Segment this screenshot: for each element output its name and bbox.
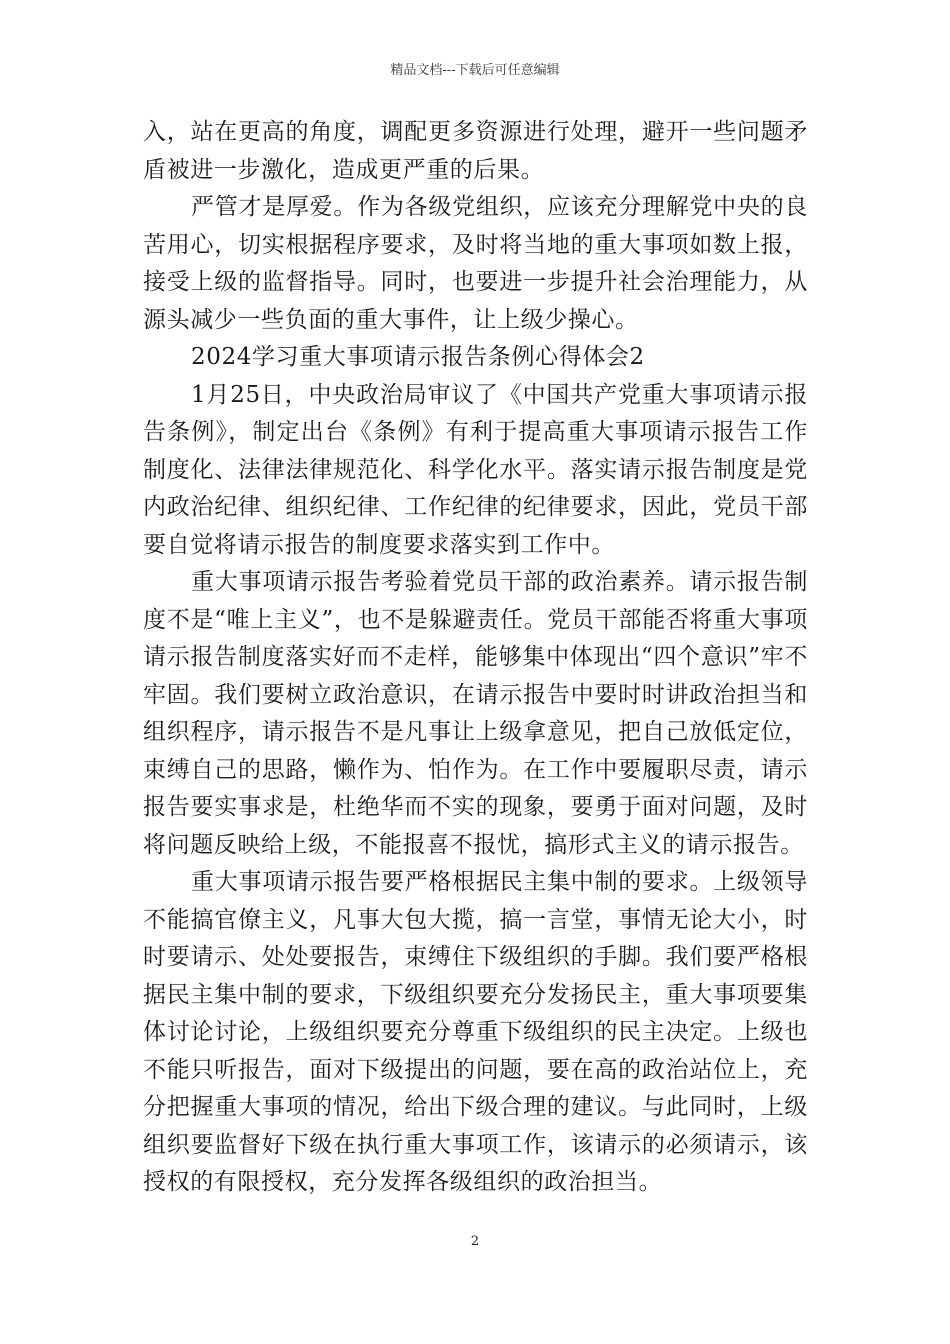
page-header: 精品文档---下载后可任意编辑 <box>390 63 560 78</box>
paragraph-continuation: 入，站在更高的角度，调配更多资源进行处理，避开一些问题矛盾被进一步激化，造成更严重的后果。 <box>143 119 808 183</box>
paragraph: 重大事项请示报告考验着党员干部的政治素养。请示报告制度不是“唯上主义”，也不是躲避责任。党员干部能否将重大事项请示报告制度落实好而不走样，能够集中体现出“四个意识”牢不牢固。我们要树立政治意识，在请示报告中要时时讲政治担当和组织程序，请示报告不是凡事让上级拿意见，把自己放低定位，束缚自己的思路，懒作为、怕作为。在工作中要履职尽责，请示报告要实事求是，杜绝华而不实的现象，要勇于面对问题，及时将问题反映给上级，不能报喜不报忧，搞形式主义的请示报告。 <box>143 569 808 858</box>
page-number: 2 <box>470 1234 480 1249</box>
paragraph: 严管才是厚爱。作为各级党组织，应该充分理解党中央的良苦用心，切实根据程序要求，及时将当地的重大事项如数上报，接受上级的监督指导。同时，也要进一步提升社会治理能力，从源头减少一些负面的重大事件，让上级少操心。 <box>143 194 808 333</box>
section-heading: 2024学习重大事项请示报告条例心得体会2 <box>191 344 645 370</box>
document-body <box>143 114 808 1202</box>
paragraph: 重大事项请示报告要严格根据民主集中制的要求。上级领导不能搞官僚主义，凡事大包大揽，搞一言堂，事情无论大小，时时要请示、处处要报告，束缚住下级组织的手脚。我们要严格根据民主集中制的要求，下级组织要充分发扬民主，重大事项要集体讨论讨论，上级组织要充分尊重下级组织的民主决定。上级也不能只听报告，面对下级提出的问题，要在高的政治站位上，充分把握重大事项的情况，给出下级合理的建议。与此同时，上级组织要监督好下级在执行重大事项工作，该请示的必须请示，该授权的有限授权，充分发挥各级组织的政治担当。 <box>143 869 808 1195</box>
paragraph: 1月25日，中央政治局审议了《中国共产党重大事项请示报告条例》，制定出台《条例》有利于提高重大事项请示报告工作制度化、法律法律规范化、科学化水平。落实请示报告制度是党内政治纪律、组织纪律、工作纪律的纪律要求，因此，党员干部要自觉将请示报告的制度要求落实到工作中。 <box>143 381 808 558</box>
